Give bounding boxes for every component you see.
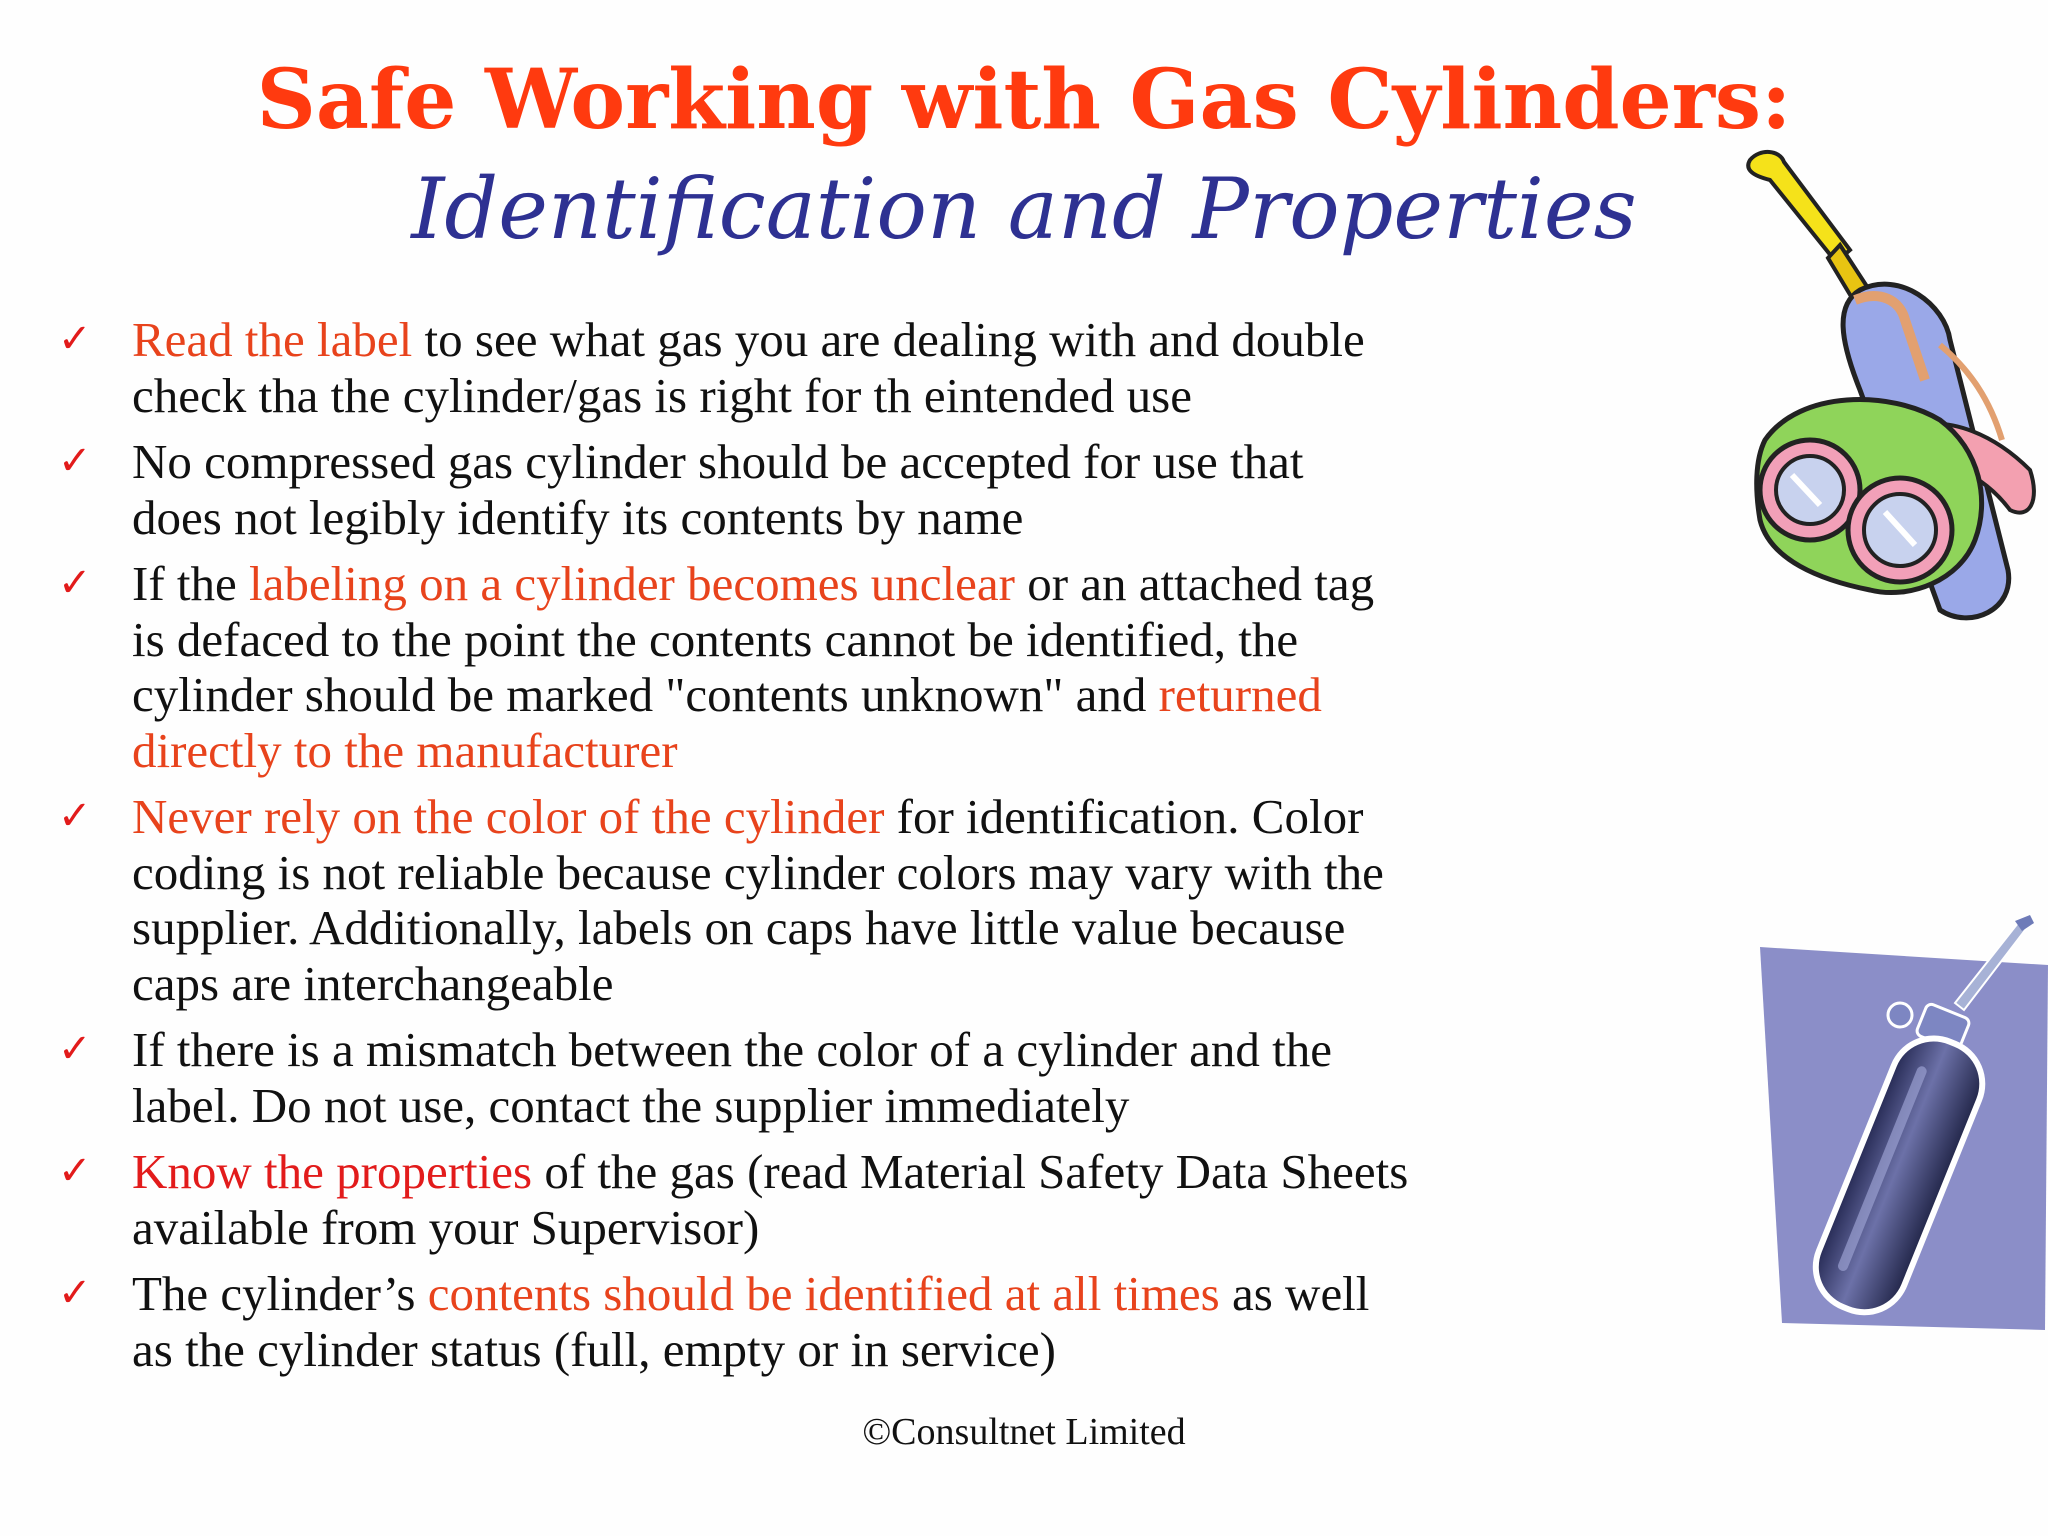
bullet-line: [132, 612, 1754, 668]
bullet-line: [132, 1322, 1754, 1378]
bullet-line: [132, 1078, 1754, 1134]
bullet-text: or an attached tag: [1014, 556, 1375, 611]
checkmark-icon: ✓: [58, 793, 92, 839]
bullet-text: supplier. Additionally, labels on caps have little value because: [132, 900, 1346, 955]
checkmark-icon: ✓: [58, 1026, 92, 1072]
bullet-item: [54, 1144, 1754, 1255]
bullet-text: If the: [132, 556, 249, 611]
bullet-text: No compressed gas cylinder should be accepted for use that: [132, 434, 1304, 489]
bullet-text: of the gas (read Material Safety Data Sheets: [532, 1144, 1409, 1199]
checkmark-icon: ✓: [58, 316, 92, 362]
bullet-line: [132, 1200, 1754, 1256]
bullet-line: [132, 845, 1754, 901]
bullet-text: caps are interchangeable: [132, 955, 614, 1011]
slide-subtitle: Identification and Properties: [411, 160, 1637, 258]
bullet-item: [54, 312, 1754, 423]
checkmark-icon: ✓: [58, 438, 92, 484]
highlighted-text: labeling on a cylinder becomes unclear: [249, 556, 1015, 611]
bullet-line: [132, 723, 1754, 779]
bullet-text: If there is a mismatch between the color of a cylinder and the: [132, 1022, 1333, 1077]
highlighted-text: returned: [1158, 667, 1322, 722]
bullet-line: [132, 667, 1754, 723]
bullet-line: [132, 490, 1754, 546]
bullet-text: label. Do not use, contact the supplier immediately: [132, 1077, 1130, 1133]
bullet-line: [132, 1022, 1754, 1078]
bullet-line: [132, 1266, 1754, 1322]
bullet-line: [132, 789, 1754, 845]
highlighted-text: contents should be identified at all times: [427, 1266, 1220, 1321]
checkmark-icon: ✓: [58, 1148, 92, 1194]
bullet-text: check tha the cylinder/gas is right for th eintended use: [132, 367, 1192, 423]
bullet-item: [54, 434, 1754, 545]
highlighted-text: directly to the manufacturer: [132, 722, 678, 778]
bullet-line: [132, 1144, 1754, 1200]
bullet-line: [132, 956, 1754, 1012]
highlighted-text: Never rely on the color of the cylinder: [132, 789, 885, 844]
highlighted-text: Read the label: [132, 312, 413, 367]
welding-goggles-torch-clipart: [1740, 140, 2048, 640]
bullet-item: [54, 1266, 1754, 1377]
bullet-text: as the cylinder status (full, empty or in service): [132, 1321, 1056, 1377]
copyright-footer: ©Consultnet Limited: [862, 1411, 1186, 1453]
checkmark-icon: ✓: [58, 560, 92, 606]
bullet-line: [132, 556, 1754, 612]
highlighted-text: Know the properties: [132, 1144, 533, 1199]
bullet-line: [132, 434, 1754, 490]
bullet-item: [54, 1022, 1754, 1133]
bullet-item: [54, 556, 1754, 778]
gas-cylinder-torch-clipart: [1760, 915, 2048, 1335]
bullet-text: as well: [1219, 1266, 1370, 1321]
bullet-line: [132, 368, 1754, 424]
bullet-text: available from your Supervisor): [132, 1199, 760, 1255]
bullet-text: does not legibly identify its contents by name: [132, 489, 1024, 545]
bullet-line: [132, 312, 1754, 368]
bullet-text: coding is not reliable because cylinder colors may vary with the: [132, 844, 1384, 900]
bullet-line: [132, 900, 1754, 956]
bullet-text: is defaced to the point the contents cannot be identified, the: [132, 611, 1299, 667]
bullet-text: for identification. Color: [884, 789, 1364, 844]
checkmark-icon: ✓: [58, 1270, 92, 1316]
bullet-text: cylinder should be marked "contents unknown" and: [132, 667, 1159, 722]
bullet-list: [54, 312, 1754, 1388]
slide-title: Safe Working with Gas Cylinders:: [256, 52, 1792, 148]
bullet-text: The cylinder’s: [132, 1266, 428, 1321]
bullet-item: [54, 789, 1754, 1011]
bullet-text: to see what gas you are dealing with and double: [412, 312, 1365, 367]
